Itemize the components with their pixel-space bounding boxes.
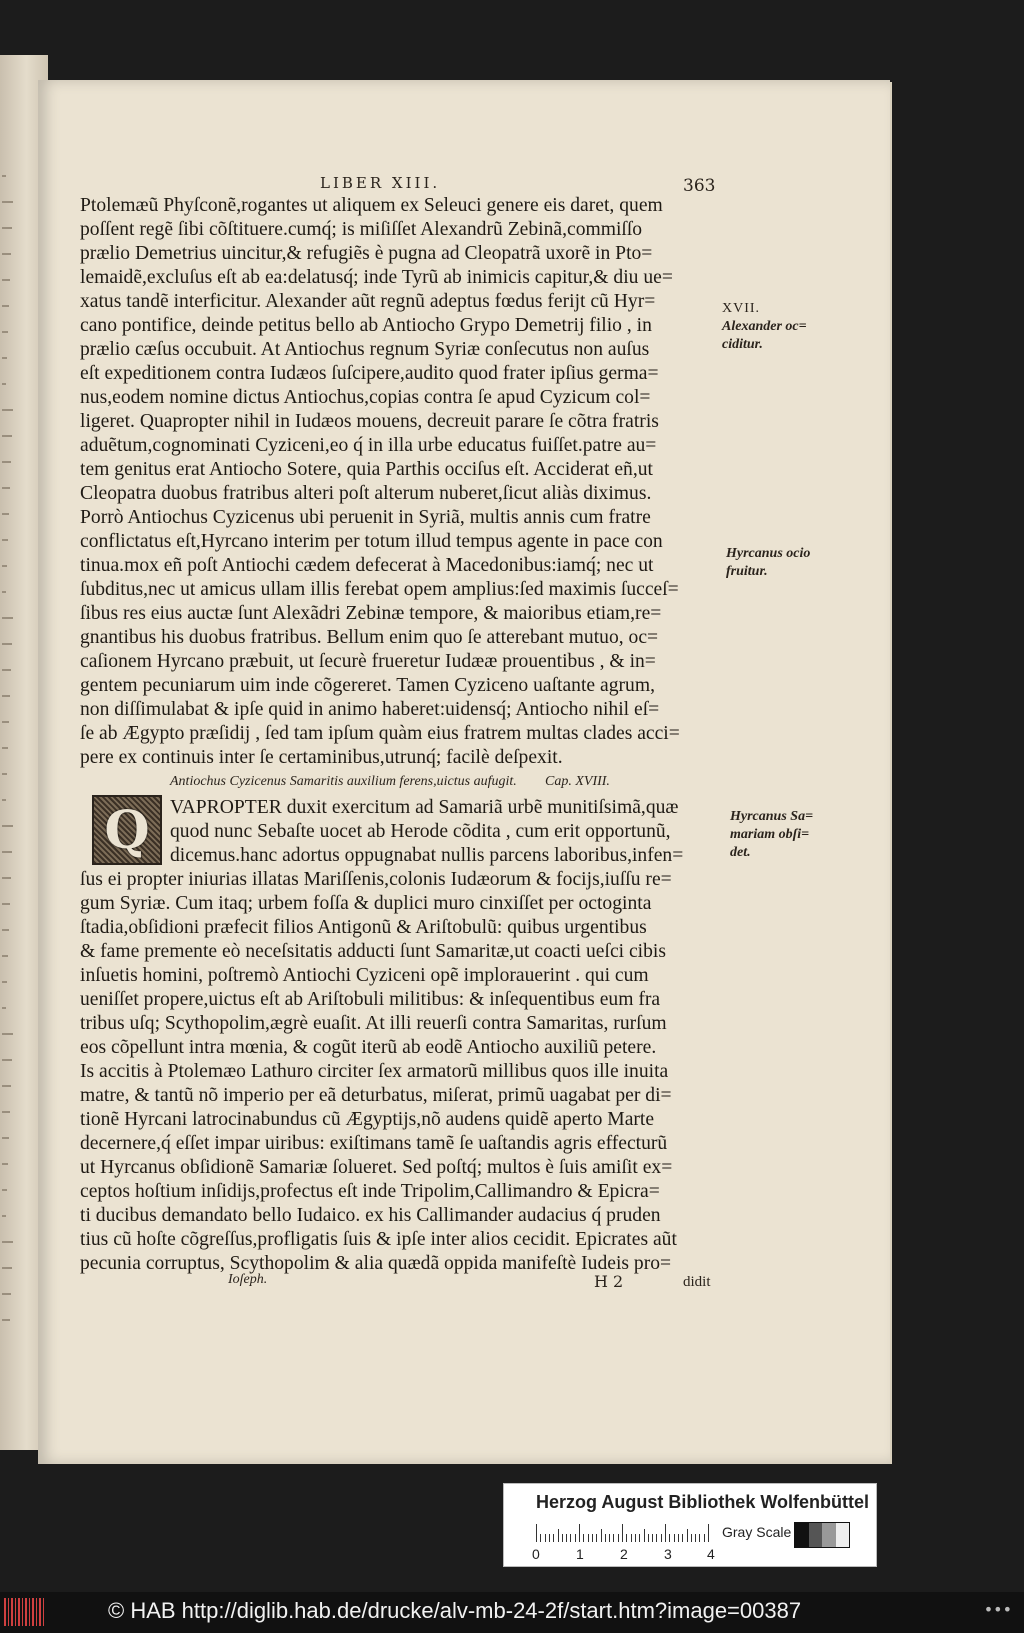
leaf-text-trace xyxy=(2,1059,12,1061)
signature-mark: H 2 xyxy=(594,1272,624,1291)
ruler-tick xyxy=(545,1534,546,1542)
text-line: tinua.mox eñ poſt Antiochi cædem defecerat à Macedonibus:iamq́; nec ut xyxy=(80,555,654,576)
ruler-tick xyxy=(708,1524,709,1542)
leaf-text-trace xyxy=(2,929,9,931)
ruler-tick xyxy=(536,1524,537,1542)
text-line: tius cũ hoſte cõgreſſus,profligatis ſuis & ipſe inter alios cecidit. Epicrates aũt xyxy=(80,1229,677,1250)
text-line: tionẽ Hyrcani latrocinabundus cũ Ægyptijs,nõ audens quidẽ aperto Marte xyxy=(80,1109,655,1130)
leaf-text-trace xyxy=(2,253,11,255)
ruler-label: 0 xyxy=(532,1546,540,1562)
text-line: tem genitus erat Antiocho Sotere, quia Parthis occiſus eſt. Acciderat eñ,ut xyxy=(80,459,653,480)
ruler-tick xyxy=(704,1534,705,1542)
text-line: ſus ei propter iniurias illatas Mariſſenis,colonis Iudæorum & focijs,iuſſu re= xyxy=(80,869,672,890)
marginal-note-3 xyxy=(730,808,813,862)
leaf-text-trace xyxy=(2,747,8,749)
leaf-text-trace xyxy=(2,1293,11,1295)
ruler-tick xyxy=(558,1529,559,1542)
ruler-tick xyxy=(669,1534,670,1542)
more-menu-icon[interactable]: ••• xyxy=(983,1600,1012,1619)
leaf-text-trace xyxy=(2,1267,12,1269)
ruler-tick xyxy=(699,1534,700,1542)
marginal-line: XVII. xyxy=(722,301,761,316)
ruler-tick xyxy=(622,1524,623,1542)
leaf-text-trace xyxy=(2,773,7,775)
running-head: LIBER XIII. xyxy=(320,174,441,192)
text-line: Ptolemæũ Phyſconẽ,rogantes ut aliquem ex Seleuci genere eis daret, quem xyxy=(80,195,663,216)
ruler-tick xyxy=(562,1534,563,1542)
ruler-tick xyxy=(570,1534,571,1542)
text-line: ti ducibus demandato bello Iudaico. ex his Callimander audacius q́ pruden xyxy=(80,1205,661,1226)
leaf-text-trace xyxy=(2,695,10,697)
text-line: gnantibus his duobus fratribus. Bellum enim quo ſe atterebant mutuo, oc= xyxy=(80,627,659,648)
text-line: ſtadia,obſidioni præfecit filios Antigonũ & Ariſtobulũ: quibus urgentibus xyxy=(80,917,647,938)
text-line: ceptos hoſtium inſidijs,profectus eſt inde Tripolim,Callimandro & Epicra= xyxy=(80,1181,660,1202)
text-line: eos cõpellunt intra mœnia, & cogũt iterũ ab eodẽ Antiocho auxiliũ petere. xyxy=(80,1037,657,1058)
text-line: eſt expeditionem contra Iudæos ſuſcipere,audito quod frater ipſius germa= xyxy=(80,363,659,384)
ruler-tick xyxy=(549,1534,550,1542)
leaf-text-trace xyxy=(2,1085,11,1087)
leaf-text-trace xyxy=(2,1111,10,1113)
text-line: ſubditus,nec ut amicus ullam illis ferebat opem amplius:ſed maximis ſucceſ= xyxy=(80,579,679,600)
catchword: didit xyxy=(683,1274,711,1290)
ruler-tick xyxy=(687,1529,688,1542)
library-title: Herzog August Bibliothek Wolfenbüttel xyxy=(536,1492,869,1512)
leaf-text-trace xyxy=(2,513,9,515)
leaf-text-trace xyxy=(2,1241,13,1243)
footer-url[interactable]: © HAB http://diglib.hab.de/drucke/alv-mb-24-2f/start.htm?image=00387 xyxy=(108,1598,802,1623)
leaf-text-trace xyxy=(2,1007,6,1009)
text-line: Is accitis à Ptolemæo Lathuro circiter ſex armatorũ millibus quos ille inuita xyxy=(80,1061,669,1082)
leaf-text-trace xyxy=(2,331,8,333)
leaf-text-trace xyxy=(2,1163,8,1165)
ruler-label: 2 xyxy=(620,1546,628,1562)
marginal-note-2 xyxy=(726,545,810,581)
ruler-tick xyxy=(674,1534,675,1542)
text-line: & fame premente eò neceſsitatis adducti ſunt Samaritæ,ut coacti ueſci cibis xyxy=(80,941,666,962)
ruler-tick xyxy=(635,1534,636,1542)
marginal-line: Hyrcanus ocio xyxy=(726,546,811,561)
ruler-tick xyxy=(588,1534,589,1542)
ruler-tick xyxy=(583,1534,584,1542)
text-line: ſibus res eius auctæ ſunt Alexãdri Zebinæ tempore, & maioribus etiam,re= xyxy=(80,603,662,624)
leaf-text-trace xyxy=(2,1033,13,1035)
text-line: inſuetis homini, poſtremò Antiochi Cyziceni opẽ implorauerint . qui cum xyxy=(80,965,649,986)
ruler-tick xyxy=(639,1534,640,1542)
leaf-text-trace xyxy=(2,565,7,567)
text-line: nus,eodem nomine dictus Antiochus,copias contra ſe apud Cyzicum col= xyxy=(80,387,651,408)
text-line: lemaidẽ,excluſus eſt ab ea:delatusq́; inde Tyrũ ab inimicis capitur,& diu ue= xyxy=(80,267,673,288)
leaf-text-trace xyxy=(2,227,12,229)
ruler-tick xyxy=(652,1534,653,1542)
leaf-text-trace xyxy=(2,409,13,411)
leaf-text-trace xyxy=(2,903,10,905)
leaf-text-trace xyxy=(2,1137,9,1139)
leaf-text-trace xyxy=(2,201,13,203)
text-line: pecunia corruptus, Scythopolim & alia quædã oppida manifeſtè Iudeis pro= xyxy=(80,1253,672,1274)
text-line: decernere,q́ eſſet impar uiribus: exiſtimans tamẽ ſe uaſtandis agris effecturũ xyxy=(80,1133,668,1154)
text-line: caſionem Hyrcano præbuit, ut ſecurè frueretur Iudææ prouentibus , & in= xyxy=(80,651,656,672)
leaf-text-trace xyxy=(2,955,8,957)
text-line: poſſent regẽ ſibi cõſtituere.cumq́; is miſiſſet Alexandrũ Zebinã,commiſſo xyxy=(80,219,643,240)
ruler-tick xyxy=(656,1534,657,1542)
ruler-tick xyxy=(644,1529,645,1542)
ruler-tick xyxy=(691,1534,692,1542)
text-line: xatus tandẽ interficitur. Alexander aũt regnũ adeptus fœdus ferijt cũ Hyr= xyxy=(80,291,656,312)
leaf-text-trace xyxy=(2,461,11,463)
leaf-text-trace xyxy=(2,591,6,593)
text-line: Porrò Antiochus Cyzicenus ubi peruenit in Syriã, multis annis cum fratre xyxy=(80,507,651,528)
marginal-line: mariam obſi= xyxy=(730,827,810,842)
leaf-text-trace xyxy=(2,279,10,281)
ruler-label: 4 xyxy=(707,1546,715,1562)
text-block-1 xyxy=(80,194,720,770)
ruler-tick xyxy=(579,1524,580,1542)
leaf-text-trace xyxy=(2,643,12,645)
leaf-text-trace xyxy=(2,799,6,801)
viewer-footer xyxy=(0,1592,1024,1633)
chapter-heading: Antiochus Cyzicenus Samaritis auxilium ferens,uictus aufugit. xyxy=(170,774,517,789)
ruler-tick xyxy=(678,1534,679,1542)
text-line: ut Hyrcanus obſidionẽ Samariæ ſolueret. Sed poſtq́; multos è ſuis amiſit ex= xyxy=(80,1157,673,1178)
text-line: ueniſſet propere,uictus eſt ab Ariſtobuli militibus: & inſequentibus eum fra xyxy=(80,989,661,1010)
ruler-tick xyxy=(661,1534,662,1542)
gray-scale-label: Gray Scale xyxy=(722,1524,792,1540)
ruler-tick xyxy=(618,1534,619,1542)
leaf-text-trace xyxy=(2,175,6,177)
hab-logo-icon xyxy=(4,1598,46,1626)
leaf-text-trace xyxy=(2,383,6,385)
leaf-text-trace xyxy=(2,721,9,723)
drop-cap-letter: Q xyxy=(104,799,150,861)
marginal-line: Hyrcanus Sa= xyxy=(730,809,814,824)
text-line: matre, & tantũ nõ imperio per eã deturbatus, miſerat, primũ uagabat per di= xyxy=(80,1085,672,1106)
page-number: 363 xyxy=(683,176,716,196)
ruler-label: 1 xyxy=(576,1546,584,1562)
ruler-tick xyxy=(566,1534,567,1542)
text-block-2 xyxy=(80,796,720,1276)
marginal-line: Alexander oc= xyxy=(722,319,807,334)
scale-ruler xyxy=(536,1524,712,1542)
ruler-tick xyxy=(665,1524,666,1542)
color-calibration-card xyxy=(503,1483,877,1567)
ruler-tick xyxy=(601,1529,602,1542)
text-line: cano pontifice, deinde petitus bello ab Antiocho Grypo Demetrij filio , in xyxy=(80,315,652,336)
leaf-text-trace xyxy=(2,305,9,307)
text-line: Cleopatra duobus fratribus alteri poſt alterum nuberet,ſicut aliàs diximus. xyxy=(80,483,652,504)
ruler-tick xyxy=(631,1534,632,1542)
text-line: ligeret. Quapropter nihil in Iudæos mouens, decreuit parare ſe cõtra fratris xyxy=(80,411,659,432)
ruler-tick xyxy=(613,1534,614,1542)
text-line: quod nunc Sebaſte uocet ab Herode cõdita , cum erit opportunũ, xyxy=(170,821,671,842)
leaf-text-trace xyxy=(2,851,12,853)
marginal-line: det. xyxy=(730,845,751,860)
ruler-tick xyxy=(553,1534,554,1542)
leaf-text-trace xyxy=(2,877,11,879)
marginal-line: ciditur. xyxy=(722,337,763,352)
text-line: dicemus.hanc adortus oppugnabat nullis parcens laboribus,infen= xyxy=(170,845,684,866)
ruler-tick xyxy=(605,1534,606,1542)
ruler-tick xyxy=(575,1534,576,1542)
ruler-tick xyxy=(695,1534,696,1542)
ruler-tick xyxy=(596,1534,597,1542)
leaf-text-trace xyxy=(2,487,10,489)
text-line: ſe ab Ægypto præſidij , ſed tam ipſum quàm eius fratrem multas clades acci= xyxy=(80,723,680,744)
ruler-tick xyxy=(626,1534,627,1542)
ruler-label: 3 xyxy=(664,1546,672,1562)
text-line: gum Syriæ. Cum itaq; urbem foſſa & duplici muro cinxiſſet per octoginta xyxy=(80,893,652,914)
chapter-number: Cap. XVIII. xyxy=(545,774,610,789)
leaf-text-trace xyxy=(2,981,7,983)
text-line: gentem pecuniarum uim inde cõgereret. Tamen Cyziceno uaſtante agrum, xyxy=(80,675,655,696)
marginal-line: fruitur. xyxy=(726,564,768,579)
text-line: non diſſimulabat & ipſe quid in animo haberet:uidensq́; Antiocho nihil eſ= xyxy=(80,699,660,720)
ruler-tick xyxy=(609,1534,610,1542)
leaf-text-trace xyxy=(2,435,12,437)
footer-source: Ioſeph. xyxy=(228,1272,268,1287)
ruler-tick xyxy=(682,1534,683,1542)
ruler-tick xyxy=(540,1534,541,1542)
leaf-text-trace xyxy=(2,617,13,619)
marginal-note-1 xyxy=(722,300,807,354)
text-line: aduẽtum,cognominati Cyziceni,eo q́ in illa urbe educatus fuiſſet.patre au= xyxy=(80,435,657,456)
ruler-tick xyxy=(592,1534,593,1542)
text-line: prælio Demetrius uincitur,& refugiẽs è pugna ad Cleopatrã uxorẽ in Pto= xyxy=(80,243,653,264)
gray-scale-swatch xyxy=(794,1522,850,1548)
ruler-tick xyxy=(648,1534,649,1542)
leaf-text-trace xyxy=(2,1319,10,1321)
text-line: tribus uſq; Scythopolim,ægrè euaſit. At illi reuerſi contra Samaritas, rurſum xyxy=(80,1013,667,1034)
text-line: conflictatus eſt,Hyrcano interim per totum illud tempus agente in pace con xyxy=(80,531,663,552)
leaf-text-trace xyxy=(2,669,11,671)
leaf-text-trace xyxy=(2,357,7,359)
leaf-text-trace xyxy=(2,1215,6,1217)
leaf-text-trace xyxy=(2,539,8,541)
leaf-text-trace xyxy=(2,825,13,827)
text-line: prælio cæſus occubuit. At Antiochus regnum Syriæ conſecutus non auſus xyxy=(80,339,650,360)
text-line: VAPROPTER duxit exercitum ad Samariã urbẽ munitiſsimã,quæ xyxy=(170,797,679,818)
leaf-text-trace xyxy=(2,1189,7,1191)
text-line: pere ex continuis inter ſe certaminibus,utrunq́; facilè deſpexit. xyxy=(80,747,563,768)
